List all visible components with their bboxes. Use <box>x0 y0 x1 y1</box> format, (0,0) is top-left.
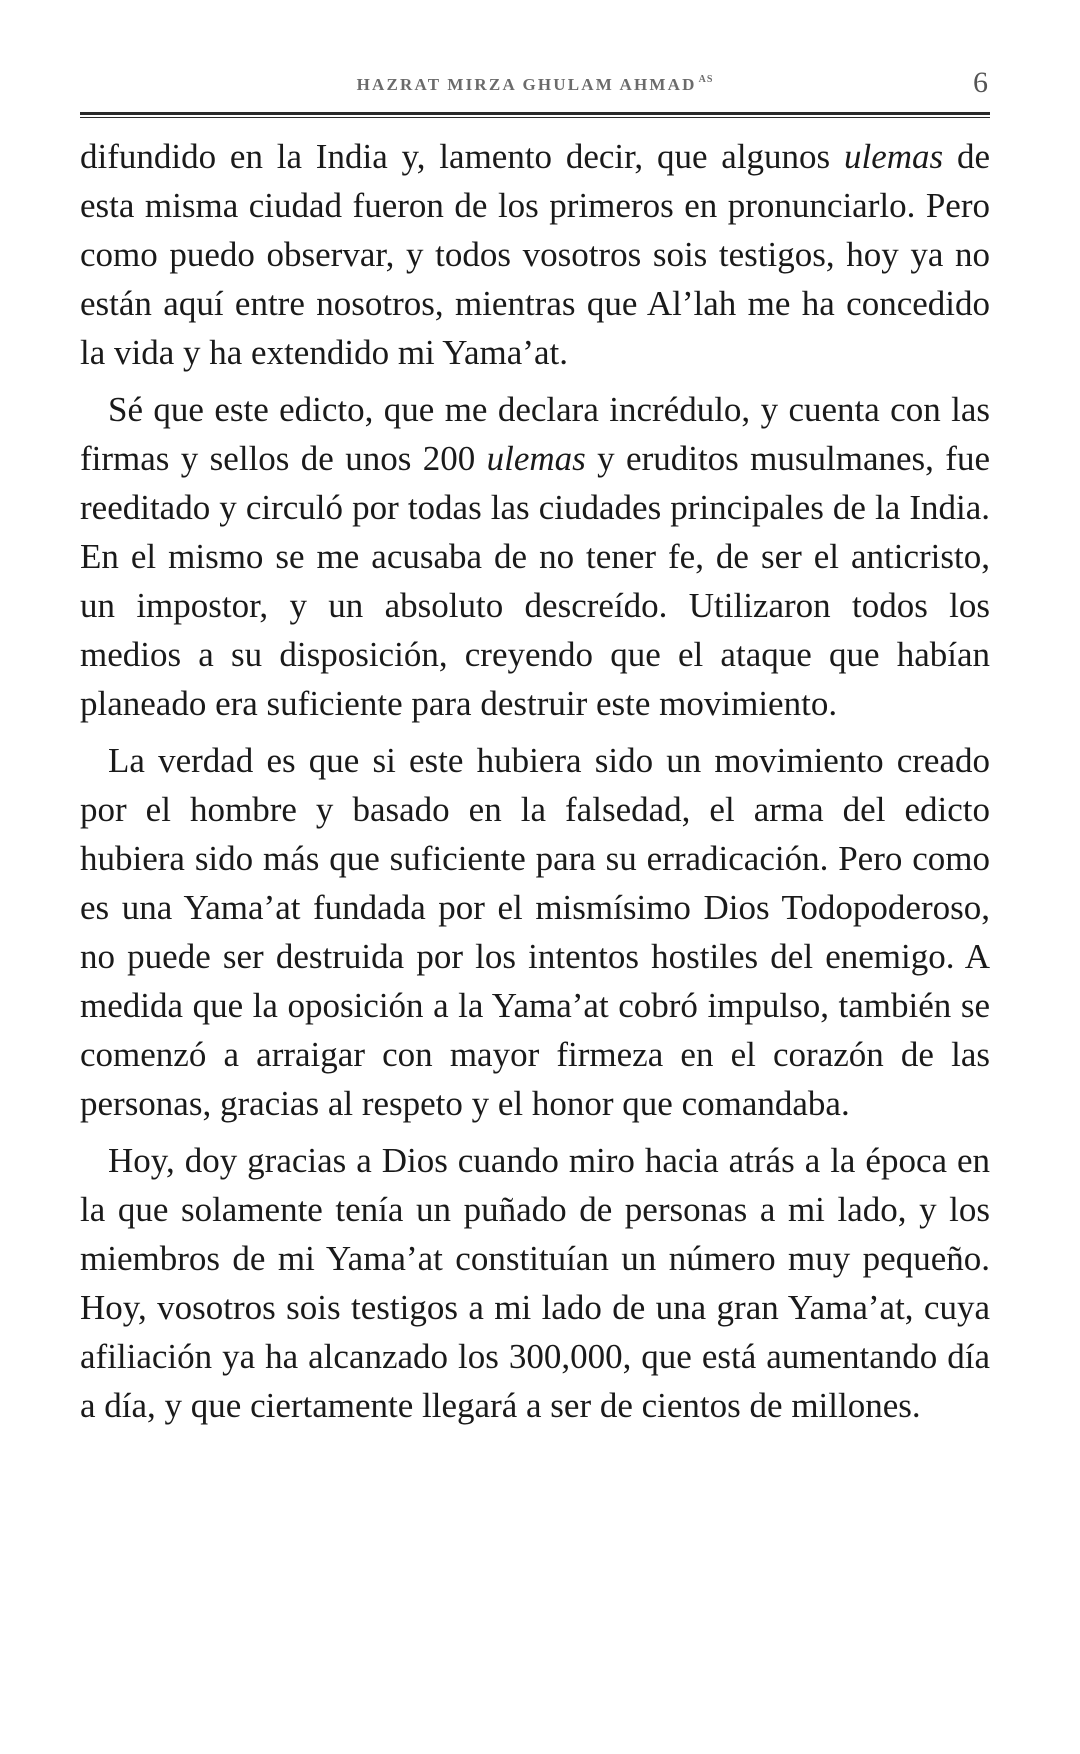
page-number: 6 <box>973 66 988 99</box>
book-page <box>80 66 990 1438</box>
paragraph-3: La verdad es que si este hubiera sido un movimiento creado por el hombre y basado en la falsedad, el arma del edicto hubiera sido más que suficiente para su erradicación. Pero como es una Yama’at fundada por el mismísimo Dios Todopoderoso, no puede ser destruida por los intentos hostiles del enemigo. A medida que la oposición a la Yama’at cobró impulso, también se comenzó a arraigar con mayor firmeza en el corazón de las personas, gracias al respeto y el honor que comandaba. <box>80 741 990 1123</box>
paragraph-1-italic-term: ulemas <box>843 137 944 176</box>
paragraph-1 <box>80 132 990 377</box>
paragraph-2 <box>80 385 990 728</box>
paragraph-2-text-a: Sé que este edicto, que me declara incrédulo, y cuenta con las firmas y sellos de unos 200 <box>80 390 990 478</box>
body-text <box>80 132 990 1430</box>
header-title-text: HAZRAT MIRZA GHULAM AHMAD <box>356 75 697 94</box>
header-title-superscript: AS <box>698 74 714 85</box>
paragraph-1-text-b: de esta misma ciudad fueron de los primeros en pronunciarlo. Pero como puedo observar, y todos vosotros sois testigos, hoy ya no están aquí entre nosotros, mientras que Al’lah me ha concedido la vida y ha extendido mi Yama’at. <box>80 137 990 372</box>
paragraph-1-text-a: difundido en la India y, lamento decir, que algunos <box>80 137 844 176</box>
paragraph-2-italic-term: ulemas <box>486 439 586 478</box>
paragraph-4: Hoy, doy gracias a Dios cuando miro hacia atrás a la época en la que solamente tenía un puñado de personas a mi lado, y los miembros de mi Yama’at constituían un número muy pequeño. Hoy, vosotros sois testigos a mi lado de una gran Yama’at, cuya afiliación ya ha alcanzado los 300,000, que está aumentando día a día, y que ciertamente llegará a ser de cientos de millones. <box>80 1141 990 1425</box>
paragraph-2-text-b: y eruditos musulmanes, fue reeditado y circuló por todas las ciudades principales de la India. En el mismo se me acusaba de no tener fe, de ser el anticristo, un impostor, y un absoluto descreído. Utilizaron todos los medios a su disposición, creyendo que el ataque que habían planeado era suficiente para destruir este movimiento. <box>80 439 990 723</box>
running-header <box>80 66 990 104</box>
header-rule <box>80 112 990 118</box>
header-title <box>80 74 990 95</box>
